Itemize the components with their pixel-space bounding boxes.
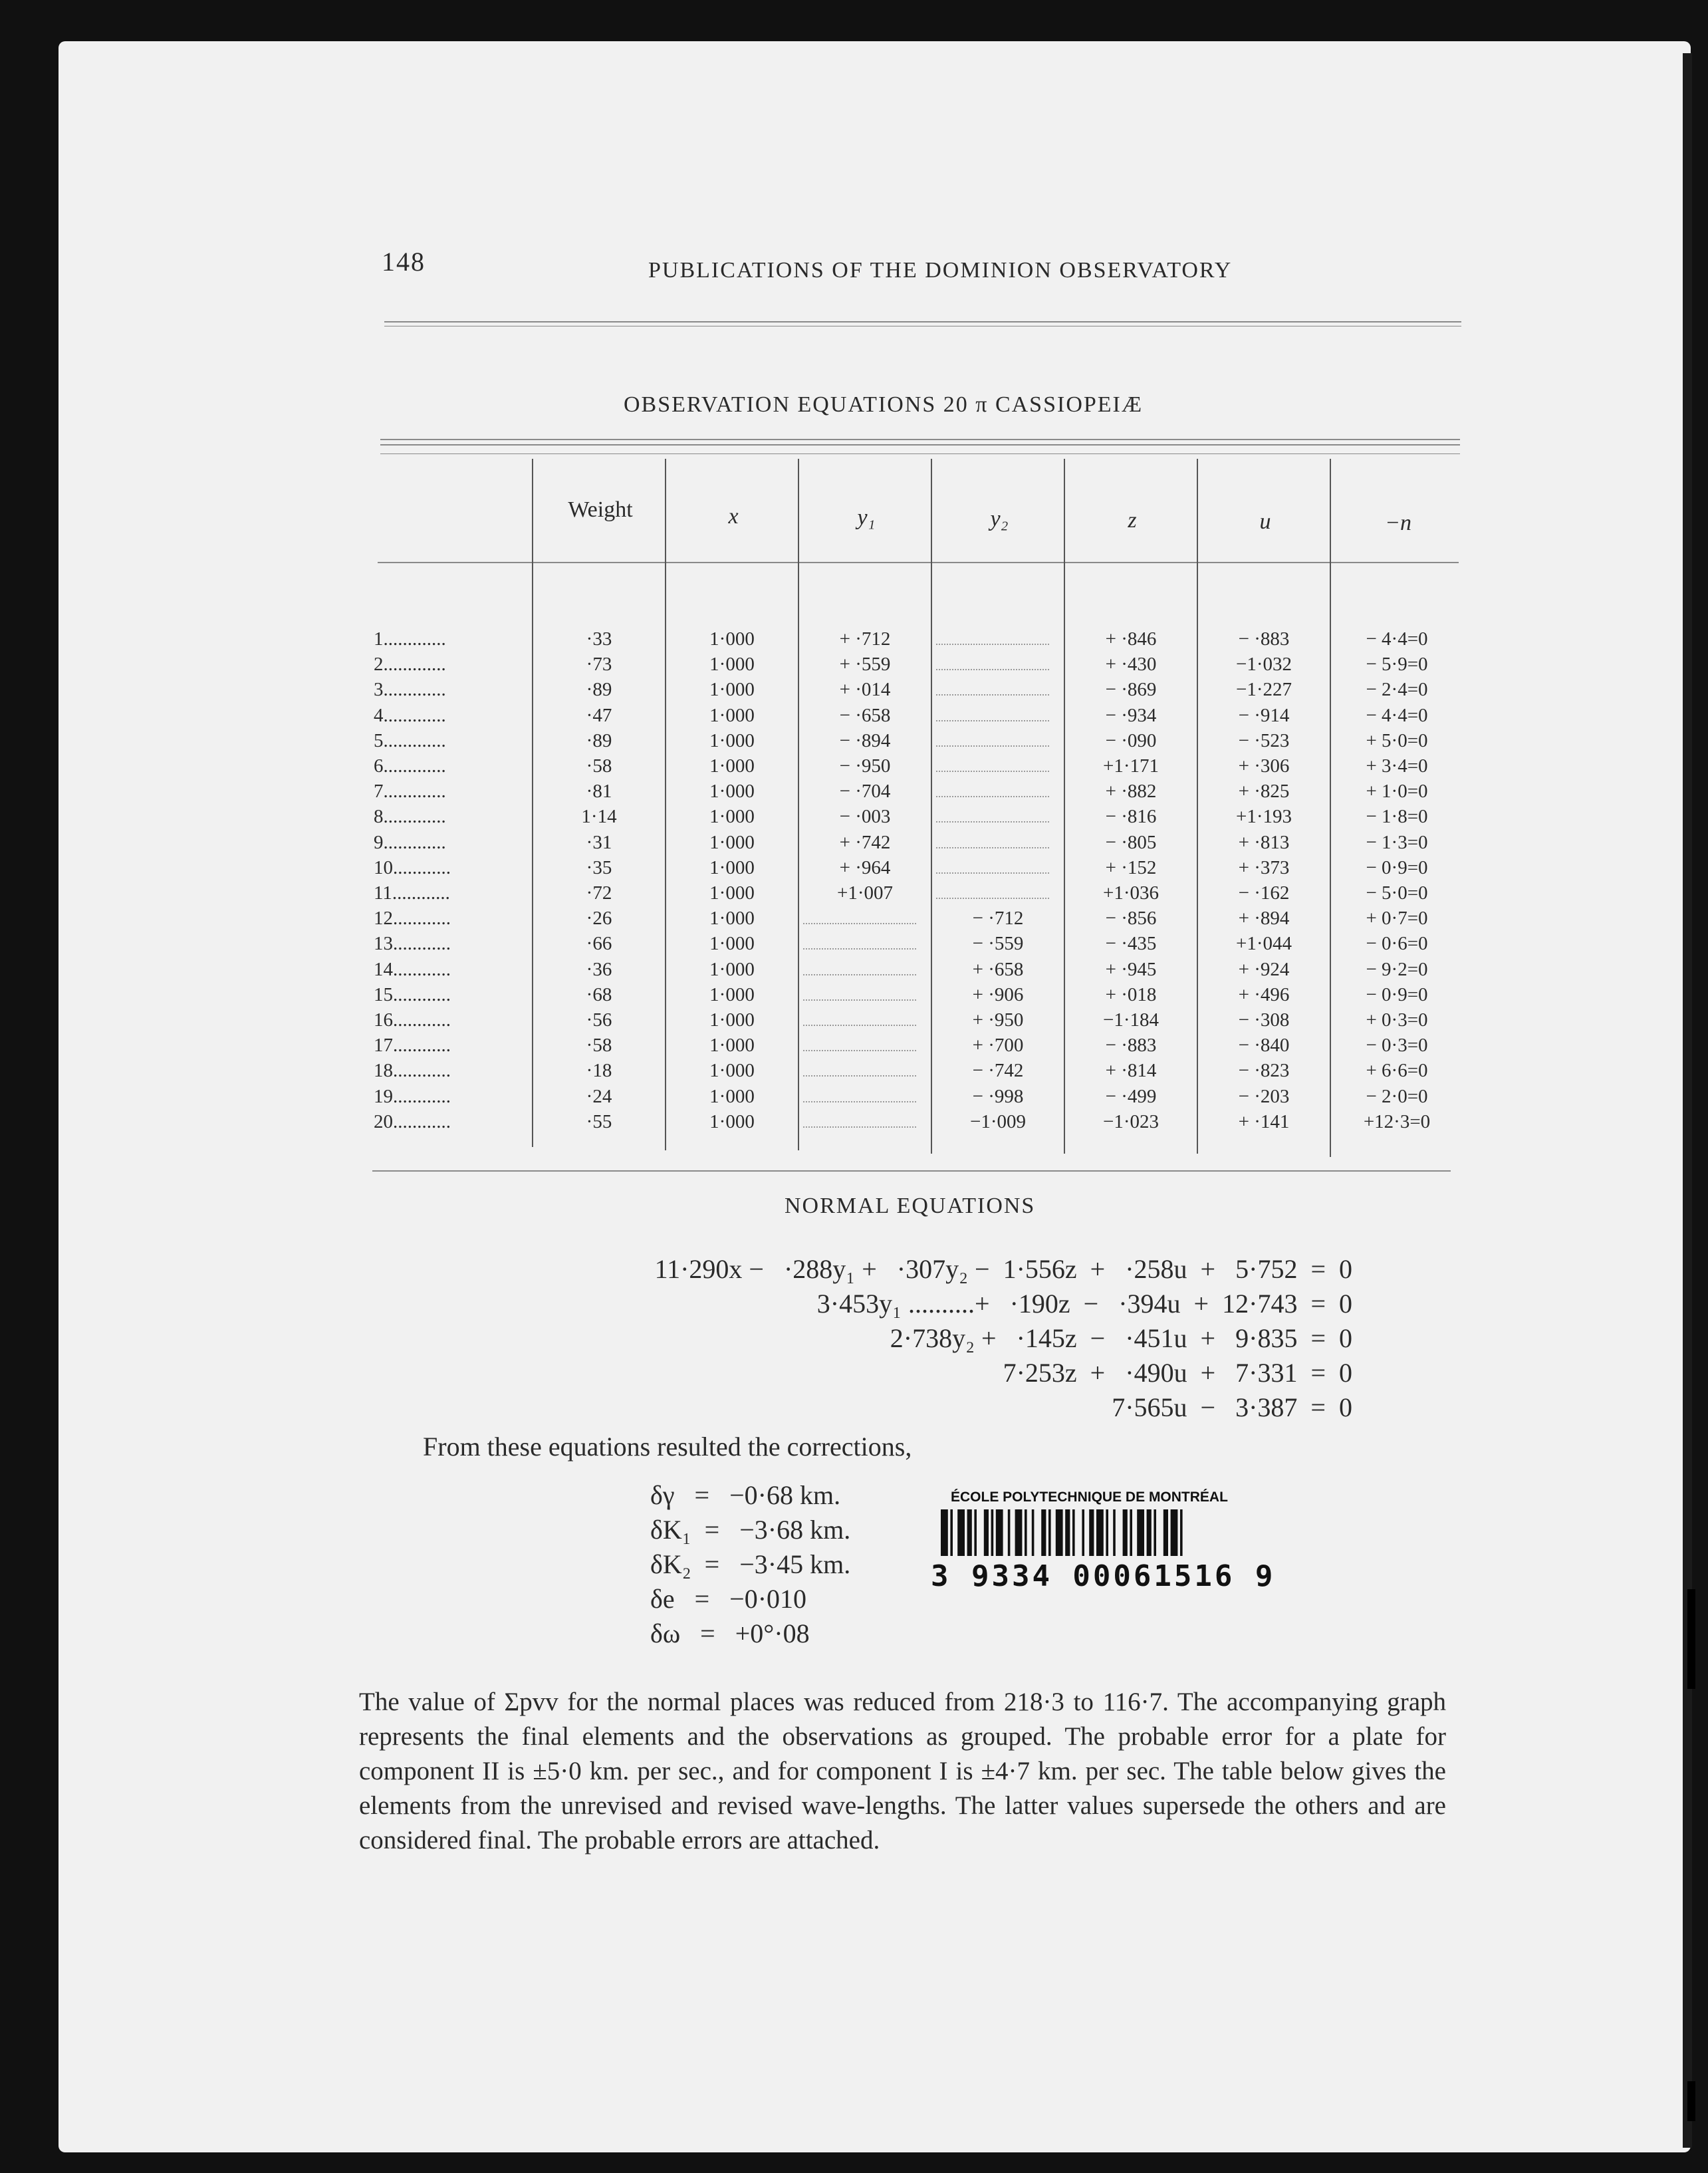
cell-u: − ·308 (1238, 1009, 1290, 1031)
table-top-rule (380, 453, 1460, 454)
cell-y2 (936, 855, 1049, 874)
cell-n: − 4·4=0 (1366, 705, 1428, 726)
cell-z: + ·882 (1105, 781, 1157, 802)
cell-weight: 1·14 (581, 806, 617, 827)
body-paragraph: The value of Σpvv for the normal places was reduced from 218·3 to 116·7. The accompanying graph represents the final elements and the observations as grouped. The probable error for a plate for component II is ±5·0 km. per sec., and for component I is ±4·7 km. per sec. The table below gives the elements from the unrevised and revised wave-lengths. The latter values supersede the others and are considered final. The probable errors are attached. (359, 1688, 1446, 1854)
cell-n: − 0·3=0 (1366, 1035, 1428, 1056)
cell-z: − ·934 (1105, 705, 1157, 726)
cell-weight: ·66 (586, 933, 612, 954)
cell-n: − 4·4=0 (1366, 628, 1428, 650)
cell-y2 (936, 728, 1049, 747)
cell-u: + ·813 (1238, 832, 1290, 853)
cell-x: 1·000 (709, 908, 755, 929)
cell-weight: ·26 (586, 908, 612, 929)
cell-n: + 3·4=0 (1366, 755, 1428, 777)
row-label: 12............ (374, 908, 451, 929)
cell-y1: + ·559 (839, 654, 891, 675)
cell-n: − 5·9=0 (1366, 654, 1428, 675)
row-label: 16............ (374, 1009, 451, 1031)
cell-y1: + ·964 (839, 857, 891, 878)
normal-equations-title: NORMAL EQUATIONS (785, 1194, 1036, 1218)
correction-k1: δK₁ = −3·68 km. (650, 1515, 851, 1545)
cell-n: − 1·3=0 (1366, 832, 1428, 853)
column-header-y1: y₁ (857, 505, 876, 530)
cell-y1 (803, 982, 916, 1001)
cell-n: − 9·2=0 (1366, 959, 1428, 980)
cell-y1 (803, 906, 916, 924)
cell-y2 (936, 804, 1049, 823)
cell-z: + ·152 (1105, 857, 1157, 878)
cell-x: 1·000 (709, 705, 755, 726)
correction-k2: δK₂ = −3·45 km. (650, 1549, 851, 1579)
cell-y1 (803, 1084, 916, 1102)
cell-u: + ·496 (1238, 984, 1290, 1005)
cell-y1 (803, 1058, 916, 1077)
row-label: 19............ (374, 1086, 451, 1107)
column-divider (931, 459, 932, 1154)
cell-u: − ·840 (1238, 1035, 1290, 1056)
normal-equation-2: 3·453y₁ ..........+ ·190z − ·394u + 12·743 = 0 (816, 1289, 1352, 1319)
row-label: 15............ (374, 984, 451, 1005)
row-label: 8............. (374, 806, 446, 827)
cell-y2 (936, 626, 1049, 645)
cell-u: −1·227 (1235, 679, 1292, 700)
cell-weight: ·72 (586, 882, 612, 904)
row-label: 18............ (374, 1060, 451, 1081)
row-label: 20............ (374, 1111, 451, 1132)
page-edge-shadow (1683, 53, 1692, 2148)
normal-equation-4: 7·253z + ·490u + 7·331 = 0 (1003, 1358, 1352, 1388)
column-header-weight: Weight (568, 497, 633, 522)
running-title: PUBLICATIONS OF THE DOMINION OBSERVATORY (648, 258, 1233, 283)
cell-z: − ·869 (1105, 679, 1157, 700)
column-divider (798, 459, 799, 1150)
cell-y2 (936, 779, 1049, 797)
cell-n: + 1·0=0 (1366, 781, 1428, 802)
table-top-rule (380, 444, 1460, 446)
cell-n: − 2·4=0 (1366, 679, 1428, 700)
cell-weight: ·35 (586, 857, 612, 878)
cell-y1 (803, 1007, 916, 1026)
cell-x: 1·000 (709, 755, 755, 777)
cell-z: −1·184 (1102, 1009, 1159, 1031)
cell-z: − ·805 (1105, 832, 1157, 853)
row-label: 10............ (374, 857, 451, 878)
normal-equation-1: 11·290x − ·288y₁ + ·307y₂ − 1·556z + ·258u + 5·752 = 0 (654, 1254, 1352, 1284)
column-header-x: x (728, 504, 739, 529)
cell-n: + 0·7=0 (1366, 908, 1428, 929)
page-number: 148 (382, 247, 426, 277)
cell-weight: ·58 (586, 755, 612, 777)
cell-y2 (936, 880, 1049, 899)
corrections-intro: From these equations resulted the corrections, (423, 1432, 912, 1462)
cell-weight: ·73 (586, 654, 612, 675)
cell-n: + 5·0=0 (1366, 730, 1428, 751)
column-divider (1197, 459, 1198, 1154)
cell-z: + ·430 (1105, 654, 1157, 675)
row-label: 3............. (374, 679, 446, 700)
cell-x: 1·000 (709, 882, 755, 904)
cell-u: − ·203 (1238, 1086, 1290, 1107)
cell-weight: ·36 (586, 959, 612, 980)
row-label: 17............ (374, 1035, 451, 1056)
cell-n: + 6·6=0 (1366, 1060, 1428, 1081)
barcode-number: 3 9334 00061516 9 (931, 1559, 1276, 1593)
column-divider (1330, 459, 1331, 1157)
cell-y1: − ·704 (839, 781, 891, 802)
cell-y1: − ·658 (839, 705, 891, 726)
cell-z: − ·090 (1105, 730, 1157, 751)
row-label: 2............. (374, 654, 446, 675)
cell-y2: + ·950 (972, 1009, 1024, 1031)
cell-x: 1·000 (709, 933, 755, 954)
cell-x: 1·000 (709, 730, 755, 751)
cell-y2 (936, 703, 1049, 721)
row-label: 4............. (374, 705, 446, 726)
row-label: 6............. (374, 755, 446, 777)
cell-y2 (936, 652, 1049, 670)
cell-u: + ·924 (1238, 959, 1290, 980)
cell-x: 1·000 (709, 1060, 755, 1081)
column-header-n: −n (1385, 511, 1411, 535)
cell-weight: ·81 (586, 781, 612, 802)
cell-z: − ·435 (1105, 933, 1157, 954)
column-header-u: u (1259, 509, 1271, 534)
cell-y1: + ·742 (839, 832, 891, 853)
correction-e: δe = −0·010 (650, 1584, 807, 1614)
correction-gamma: δγ = −0·68 km. (650, 1480, 841, 1510)
cell-x: 1·000 (709, 1086, 755, 1107)
table-bottom-rule (372, 1170, 1451, 1172)
cell-weight: ·89 (586, 730, 612, 751)
cell-u: − ·523 (1238, 730, 1290, 751)
cell-u: +1·044 (1235, 933, 1292, 954)
cell-n: − 0·6=0 (1366, 933, 1428, 954)
cell-u: − ·162 (1238, 882, 1290, 904)
column-header-z: z (1128, 508, 1137, 533)
cell-z: − ·883 (1105, 1035, 1157, 1056)
column-divider (665, 459, 666, 1150)
cell-y1: + ·712 (839, 628, 891, 650)
cell-x: 1·000 (709, 806, 755, 827)
cell-y1: − ·003 (839, 806, 891, 827)
cell-u: + ·894 (1238, 908, 1290, 929)
normal-equation-5: 7·565u − 3·387 = 0 (1112, 1392, 1352, 1422)
binding-mark (1687, 1589, 1695, 1689)
cell-n: − 0·9=0 (1366, 857, 1428, 878)
row-label: 11............ (374, 882, 450, 904)
cell-n: − 1·8=0 (1366, 806, 1428, 827)
cell-x: 1·000 (709, 628, 755, 650)
cell-y2: + ·658 (972, 959, 1024, 980)
library-stamp-label: ÉCOLE POLYTECHNIQUE DE MONTRÉAL (951, 1489, 1228, 1505)
cell-y1 (803, 1033, 916, 1051)
cell-z: +1·171 (1102, 755, 1159, 777)
cell-x: 1·000 (709, 1035, 755, 1056)
cell-u: − ·914 (1238, 705, 1290, 726)
cell-z: + ·814 (1105, 1060, 1157, 1081)
cell-z: +1·036 (1102, 882, 1159, 904)
cell-y2: − ·559 (972, 933, 1024, 954)
cell-weight: ·56 (586, 1009, 612, 1031)
cell-y2: − ·998 (972, 1086, 1024, 1107)
cell-z: + ·018 (1105, 984, 1157, 1005)
cell-y1: +1·007 (836, 882, 893, 904)
cell-x: 1·000 (709, 781, 755, 802)
table-top-rule (380, 439, 1460, 440)
cell-n: + 0·3=0 (1366, 1009, 1428, 1031)
cell-u: + ·825 (1238, 781, 1290, 802)
cell-weight: ·89 (586, 679, 612, 700)
cell-y2 (936, 830, 1049, 848)
cell-weight: ·33 (586, 628, 612, 650)
cell-z: − ·499 (1105, 1086, 1157, 1107)
cell-n: − 2·0=0 (1366, 1086, 1428, 1107)
cell-x: 1·000 (709, 857, 755, 878)
cell-n: +12·3=0 (1363, 1111, 1431, 1132)
row-label: 7............. (374, 781, 446, 802)
table-title: OBSERVATION EQUATIONS 20 π CASSIOPEIÆ (624, 392, 1144, 417)
cell-z: − ·816 (1105, 806, 1157, 827)
cell-z: + ·846 (1105, 628, 1157, 650)
barcode-image (941, 1509, 1233, 1556)
header-rule (384, 321, 1461, 322)
cell-x: 1·000 (709, 654, 755, 675)
cell-x: 1·000 (709, 832, 755, 853)
row-label: 14............ (374, 959, 451, 980)
cell-weight: ·31 (586, 832, 612, 853)
cell-x: 1·000 (709, 1009, 755, 1031)
cell-y2 (936, 753, 1049, 772)
cell-n: − 5·0=0 (1366, 882, 1428, 904)
cell-z: −1·023 (1102, 1111, 1159, 1132)
cell-weight: ·55 (586, 1111, 612, 1132)
binding-mark (1687, 2081, 1695, 2121)
cell-y2: − ·712 (972, 908, 1024, 929)
cell-y2: −1·009 (969, 1111, 1026, 1132)
header-bottom-rule (378, 562, 1459, 563)
cell-z: − ·856 (1105, 908, 1157, 929)
cell-y2 (936, 677, 1049, 696)
cell-y1: − ·894 (839, 730, 891, 751)
cell-y2: + ·906 (972, 984, 1024, 1005)
row-label: 13............ (374, 933, 451, 954)
column-header-y2: y₂ (990, 507, 1009, 531)
cell-u: −1·032 (1235, 654, 1292, 675)
row-label: 9............. (374, 832, 446, 853)
cell-u: + ·373 (1238, 857, 1290, 878)
column-divider (532, 459, 533, 1147)
cell-u: − ·823 (1238, 1060, 1290, 1081)
cell-x: 1·000 (709, 679, 755, 700)
cell-y2: + ·700 (972, 1035, 1024, 1056)
row-label: 1............. (374, 628, 446, 650)
cell-u: +1·193 (1235, 806, 1292, 827)
cell-weight: ·68 (586, 984, 612, 1005)
cell-weight: ·47 (586, 705, 612, 726)
cell-weight: ·18 (586, 1060, 612, 1081)
cell-y1 (803, 1109, 916, 1128)
cell-weight: ·58 (586, 1035, 612, 1056)
correction-omega: δω = +0°·08 (650, 1618, 810, 1648)
cell-u: − ·883 (1238, 628, 1290, 650)
cell-z: + ·945 (1105, 959, 1157, 980)
column-divider (1064, 459, 1065, 1154)
cell-u: + ·306 (1238, 755, 1290, 777)
cell-x: 1·000 (709, 1111, 755, 1132)
cell-n: − 0·9=0 (1366, 984, 1428, 1005)
cell-y2: − ·742 (972, 1060, 1024, 1081)
cell-y1 (803, 957, 916, 975)
cell-x: 1·000 (709, 959, 755, 980)
row-label: 5............. (374, 730, 446, 751)
normal-equation-3: 2·738y₂ + ·145z − ·451u + 9·835 = 0 (890, 1323, 1352, 1353)
cell-y1: − ·950 (839, 755, 891, 777)
cell-weight: ·24 (586, 1086, 612, 1107)
cell-u: + ·141 (1238, 1111, 1290, 1132)
cell-y1: + ·014 (839, 679, 891, 700)
cell-x: 1·000 (709, 984, 755, 1005)
cell-y1 (803, 931, 916, 950)
